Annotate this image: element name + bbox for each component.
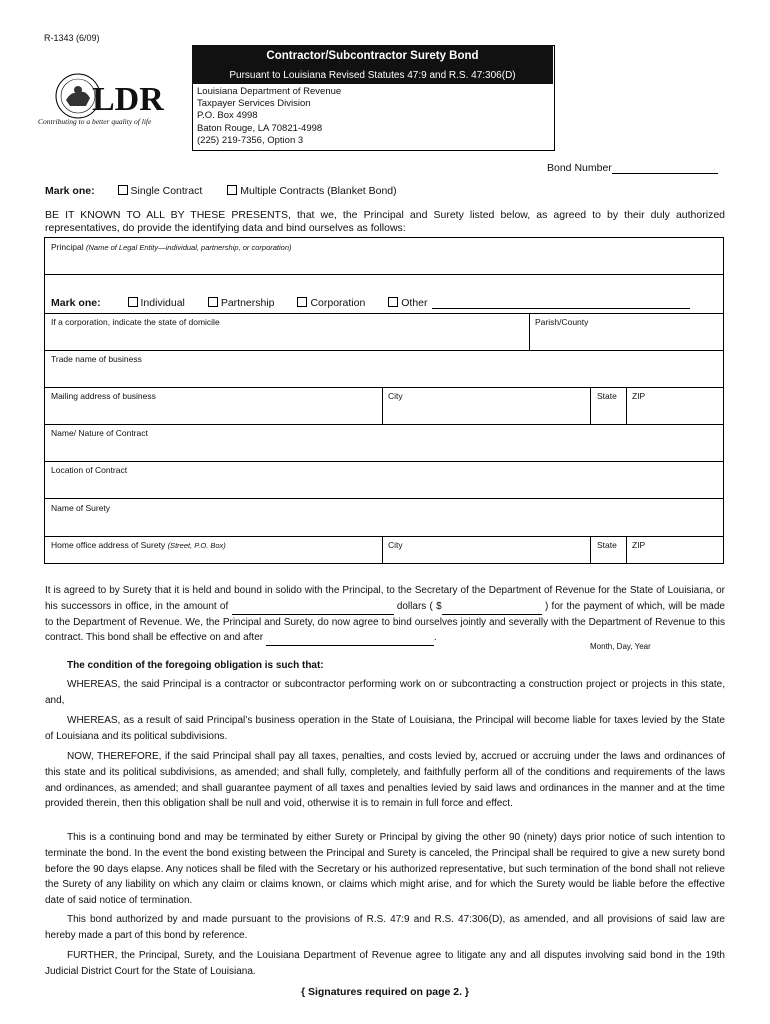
now-therefore-paragraph: NOW, THEREFORE, if the said Principal shall pay all taxes, penalties, and costs levied by, accrued or accruing under the laws and ordinances of this state and its political subdivisions, as amended; and shall fully, completely, and faithfully perform all of the conditions and requirements of the laws and ordinances, as amended; and shall guarantee payment of all taxes and penalties levied by said laws and ordinances in the manner and at the time provided therein, then this obligation shall be null and void, otherwise it is to remain in full force and effect. — [45, 751, 725, 810]
divider — [44, 387, 724, 388]
contract-location-label: Location of Contract — [51, 465, 128, 475]
partnership-label: Partnership — [220, 297, 275, 309]
form-number: R-1343 (6/09) — [44, 33, 100, 43]
whereas-paragraph-2: WHEREAS, as a result of said Principal’s business operation in the State of Louisiana, the Principal will become liable for taxes levied by the State of Louisiana and its political subdivisions. — [45, 715, 725, 742]
home-office-field — [51, 540, 226, 550]
city-label: City — [388, 391, 403, 401]
divider — [44, 350, 724, 351]
form-title: Contractor/Subcontractor Surety Bond — [192, 45, 553, 67]
zip-label: ZIP — [632, 391, 646, 401]
bond-number-field[interactable] — [612, 173, 718, 174]
surety-state-label: State — [597, 540, 617, 550]
be-it-known-text: BE IT KNOWN TO ALL BY THESE PRESENTS, that we, the Principal and Surety listed below, as agreed to by their duly authorized representatives, do provide the identifying data and bind ourselves as follows: — [45, 209, 725, 234]
bond-number-label: Bond Number — [547, 162, 612, 174]
form-subtitle: Pursuant to Louisiana Revised Statutes 47:9 and R.S. 47:306(D) — [192, 67, 553, 84]
signatures-note: { Signatures required on page 2. } — [300, 986, 470, 998]
logo-tagline: Contributing to a better quality of life — [38, 117, 152, 126]
principal-note: (Name of Legal Entity—individual, partnership, or corporation) — [85, 243, 292, 252]
divider — [382, 536, 383, 564]
multiple-contracts-label: Multiple Contracts (Blanket Bond) — [240, 185, 397, 197]
surety-city-label: City — [388, 540, 403, 550]
other-label: Other — [401, 297, 428, 309]
divider — [44, 424, 724, 425]
trade-name-label: Trade name of business — [51, 354, 142, 364]
parish-label: Parish/County — [535, 317, 589, 327]
agency-address — [197, 86, 341, 147]
jurisdiction-paragraph: FURTHER, the Principal, Surety, and the Louisiana Department of Revenue agree to litigate any and all disputes involving said bond in the 19th Judicial District Court for the State of Louisiana. — [45, 950, 725, 977]
logo-text: LDR — [92, 81, 164, 118]
divider — [590, 387, 591, 424]
state-domicile-label: If a corporation, indicate the state of domicile — [51, 317, 220, 327]
bond-number — [547, 162, 718, 174]
effective-date-field[interactable] — [266, 645, 434, 646]
agreement-text-3: ) for the payment of which, will be made to the Department of Revenue. We, the Principal and Surety, do now agree to bind ourselves jointly and severally with the Department of Revenue to this contract. This bond shall be effective on and after — [45, 600, 725, 644]
bond-type-selector — [45, 185, 397, 197]
authorization-paragraph: This bond authorized by and made pursuant to the provisions of R.S. 47:9 and R.S. 47:306(D), as amended, and all provisions of said law are hereby made a part of this bond by reference. — [45, 914, 725, 941]
address-line: P.O. Box 4998 — [197, 110, 258, 122]
home-office-label: Home office address of Surety — [51, 540, 166, 550]
individual-label: Individual — [140, 297, 185, 309]
principal-field[interactable] — [51, 242, 292, 252]
state-label: State — [597, 391, 617, 401]
home-office-note: (Street, P.O. Box) — [167, 541, 226, 550]
mailing-address-label: Mailing address of business — [51, 391, 156, 401]
ldr-logo — [52, 70, 192, 122]
divider — [44, 461, 724, 462]
mark-one-label: Mark one: — [45, 185, 95, 197]
divider — [44, 536, 724, 537]
individual-checkbox[interactable] — [128, 297, 138, 307]
multiple-contracts-checkbox[interactable] — [227, 185, 237, 195]
divider — [44, 498, 724, 499]
corporation-checkbox[interactable] — [297, 297, 307, 307]
condition-heading: The condition of the foregoing obligation is such that: — [67, 660, 324, 671]
date-caption: Month, Day, Year — [590, 642, 651, 651]
amount-words-field[interactable] — [232, 614, 394, 615]
divider — [626, 536, 627, 564]
mark-one-label: Mark one: — [51, 297, 101, 309]
divider — [382, 387, 383, 424]
whereas-paragraph-1: WHEREAS, the said Principal is a contractor or subcontractor performing work on or subcontracting a construction project or projects in this state, and, — [45, 679, 725, 706]
single-contract-checkbox[interactable] — [118, 185, 128, 195]
divider — [44, 313, 724, 314]
surety-zip-label: ZIP — [632, 540, 646, 550]
surety-name-label: Name of Surety — [51, 503, 111, 513]
divider — [529, 313, 530, 350]
corporation-label: Corporation — [310, 297, 366, 309]
agreement-paragraph: It is agreed to by Surety that it is held and bound in solido with the Principal, to the Secretary of the Department of Revenue for the State of Louisiana, or his successors in office, in the amount of dollars ( $ ) for the payment of which, will be made to the Department of Revenue. We, the Principal and Surety, do now agree to bind ourselves jointly and severally with the Department of Revenue to this contract. This bond shall be effective on and after . — [45, 583, 725, 646]
entity-type-selector — [51, 297, 690, 309]
address-line: Baton Rouge, LA 70821-4998 — [197, 122, 323, 134]
divider — [44, 274, 724, 275]
agreement-text-1: It is agreed to by Surety that it is held and bound in solido with the Principal, to the Secretary of the Department of Revenue for the State of Louisiana, or his successors in office, in the amount of — [45, 585, 725, 612]
continuing-bond-paragraph: This is a continuing bond and may be terminated by either Surety or Principal by giving the other 90 (ninety) days prior notice of such intention to terminate the bond. In the event the bond existing between the Principal and Surety is canceled, the Principal shall be required to give a new surety bond before the 90 days elapse. Any notices shall be filed with the Secretary or his authorized representative, but such termination of the bond shall not relieve the Surety of any liability on which any claim or claims known, or claims which might arise, and for which the Surety would be liable before the effective date of said notice of termination. — [45, 832, 725, 907]
other-checkbox[interactable] — [388, 297, 398, 307]
single-contract-label: Single Contract — [130, 185, 203, 197]
address-line: Taxpayer Services Division — [197, 98, 311, 110]
divider — [626, 387, 627, 424]
other-field[interactable] — [432, 308, 690, 309]
address-line: (225) 219-7356, Option 3 — [197, 134, 304, 146]
divider — [590, 536, 591, 564]
principal-label: Principal — [51, 242, 84, 252]
partnership-checkbox[interactable] — [208, 297, 218, 307]
contract-name-label: Name/ Nature of Contract — [51, 428, 148, 438]
address-line: Louisiana Department of Revenue — [197, 86, 342, 97]
agreement-text-2: dollars ( $ — [396, 600, 442, 612]
amount-dollars-field[interactable] — [442, 614, 542, 615]
